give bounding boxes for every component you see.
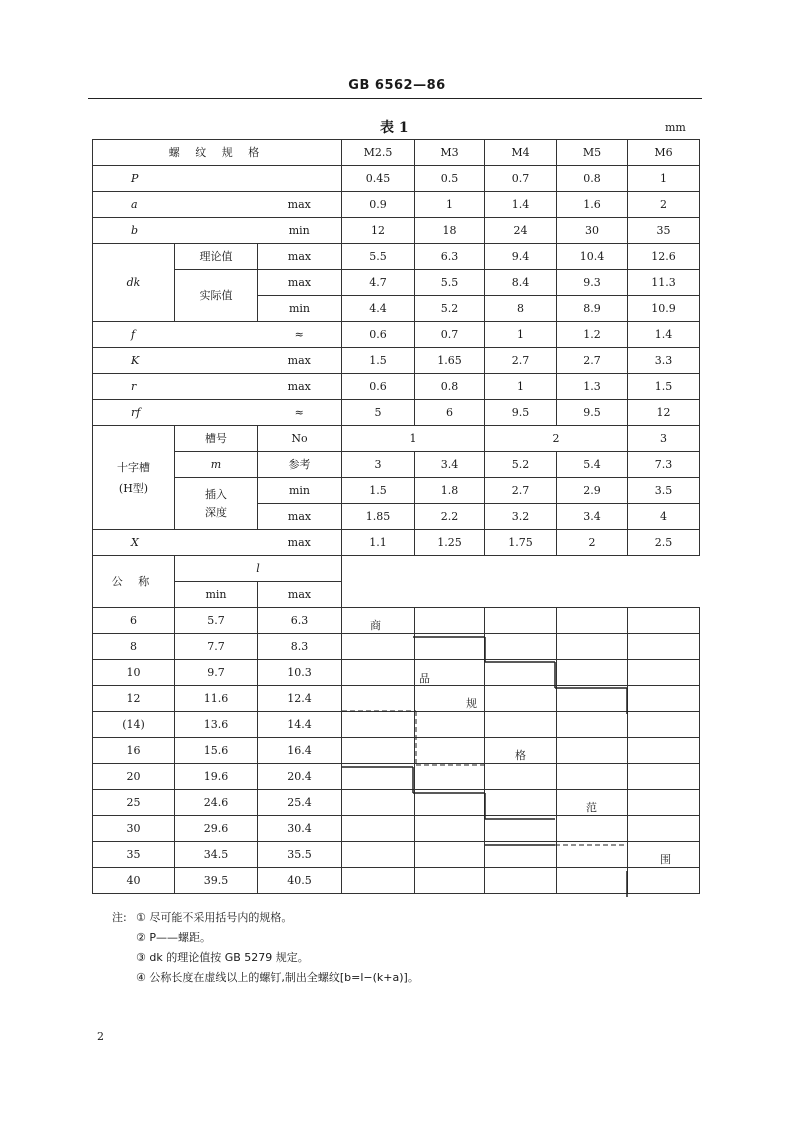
note-item bbox=[112, 928, 419, 948]
standard-code-header: GB 6562—86 bbox=[348, 78, 446, 93]
length-min: 24.6 bbox=[175, 790, 258, 816]
nominal-length: 16 bbox=[93, 738, 175, 764]
range-cell bbox=[485, 686, 557, 712]
range-cell bbox=[557, 686, 628, 712]
row-label: b bbox=[93, 218, 258, 244]
range-cell bbox=[628, 868, 700, 894]
range-cell bbox=[557, 842, 628, 868]
row-label: dk bbox=[93, 244, 175, 322]
cell: 0.8 bbox=[557, 166, 628, 192]
row-label: a bbox=[93, 192, 258, 218]
l-max-header: max bbox=[258, 582, 342, 608]
table-row-slot-no bbox=[93, 426, 700, 452]
cell: 5.5 bbox=[415, 270, 485, 296]
cell: 1 bbox=[628, 166, 700, 192]
cell: 3 bbox=[628, 426, 700, 452]
note-text: ② P——螺距。 bbox=[136, 931, 211, 944]
cross-recess-label-line2: (H型) bbox=[118, 481, 149, 495]
note-text: ④ 公称长度在虚线以上的螺钉,制出全螺纹[b=l−(k+a)]。 bbox=[136, 971, 419, 984]
cell: 3.5 bbox=[628, 478, 700, 504]
cell: 10.9 bbox=[628, 296, 700, 322]
cell: 3.4 bbox=[415, 452, 485, 478]
cell: 1.75 bbox=[485, 530, 557, 556]
thread-spec-header: 螺 纹 规 格 bbox=[93, 140, 342, 166]
cell: 1 bbox=[342, 426, 485, 452]
range-cell bbox=[415, 634, 485, 660]
range-label: 商 bbox=[370, 619, 381, 632]
nominal-length: 10 bbox=[93, 660, 175, 686]
cell: 1.5 bbox=[628, 374, 700, 400]
length-row bbox=[93, 686, 700, 712]
cell: 2.7 bbox=[485, 348, 557, 374]
cell: 0.8 bbox=[415, 374, 485, 400]
range-cell bbox=[557, 764, 628, 790]
cell: 1.3 bbox=[557, 374, 628, 400]
cell: 4.7 bbox=[342, 270, 415, 296]
header-rule bbox=[88, 98, 702, 99]
cell: 1.25 bbox=[415, 530, 485, 556]
row-label: f bbox=[93, 322, 258, 348]
nominal-length: 25 bbox=[93, 790, 175, 816]
length-max: 10.3 bbox=[258, 660, 342, 686]
table-row-a bbox=[93, 192, 700, 218]
cell: 1.1 bbox=[342, 530, 415, 556]
cell: 5.4 bbox=[557, 452, 628, 478]
row-label: rf bbox=[93, 400, 258, 426]
depth-label-line2: 深度 bbox=[205, 506, 227, 519]
depth-label bbox=[175, 478, 258, 530]
range-cell bbox=[557, 660, 628, 686]
range-cell bbox=[557, 868, 628, 894]
range-cell bbox=[485, 634, 557, 660]
length-row bbox=[93, 868, 700, 894]
length-row bbox=[93, 712, 700, 738]
row-label: P bbox=[93, 166, 342, 192]
nominal-length: 30 bbox=[93, 816, 175, 842]
length-max: 35.5 bbox=[258, 842, 342, 868]
cell: 8.9 bbox=[557, 296, 628, 322]
cell: 3 bbox=[342, 452, 415, 478]
table-row-K bbox=[93, 348, 700, 374]
range-cell bbox=[415, 790, 485, 816]
cell: 0.5 bbox=[415, 166, 485, 192]
length-row bbox=[93, 764, 700, 790]
table-row-b bbox=[93, 218, 700, 244]
cell: 2.9 bbox=[557, 478, 628, 504]
cross-recess-label bbox=[93, 426, 175, 530]
cell: 3.3 bbox=[628, 348, 700, 374]
cell: 4 bbox=[628, 504, 700, 530]
length-row bbox=[93, 634, 700, 660]
cell: 5.2 bbox=[415, 296, 485, 322]
range-cell bbox=[415, 738, 485, 764]
size-header: M5 bbox=[557, 140, 628, 166]
range-cell bbox=[415, 868, 485, 894]
length-max: 8.3 bbox=[258, 634, 342, 660]
length-row bbox=[93, 608, 700, 634]
cell: 24 bbox=[485, 218, 557, 244]
cell: 1 bbox=[485, 374, 557, 400]
range-cell bbox=[485, 764, 557, 790]
range-cell bbox=[628, 608, 700, 634]
cell: 1 bbox=[415, 192, 485, 218]
table-row-f bbox=[93, 322, 700, 348]
cell: 1.65 bbox=[415, 348, 485, 374]
length-max: 6.3 bbox=[258, 608, 342, 634]
length-min: 29.6 bbox=[175, 816, 258, 842]
nominal-length: (14) bbox=[93, 712, 175, 738]
cell: 1.2 bbox=[557, 322, 628, 348]
row-limit: min bbox=[258, 478, 342, 504]
range-cell bbox=[557, 634, 628, 660]
length-max: 16.4 bbox=[258, 738, 342, 764]
table-row-rf bbox=[93, 400, 700, 426]
nominal-length: 40 bbox=[93, 868, 175, 894]
slot-unit: No bbox=[258, 426, 342, 452]
length-min: 15.6 bbox=[175, 738, 258, 764]
depth-label-line1: 插入 bbox=[205, 488, 227, 501]
note-text: ① 尽可能不采用括号内的规格。 bbox=[136, 911, 293, 924]
row-label: X bbox=[93, 530, 258, 556]
cell: 12 bbox=[628, 400, 700, 426]
cell: 30 bbox=[557, 218, 628, 244]
nominal-length: 12 bbox=[93, 686, 175, 712]
cell: 3.2 bbox=[485, 504, 557, 530]
cell: 2.2 bbox=[415, 504, 485, 530]
length-max: 14.4 bbox=[258, 712, 342, 738]
row-limit: min bbox=[258, 218, 342, 244]
range-cell bbox=[485, 712, 557, 738]
length-row bbox=[93, 790, 700, 816]
range-cell bbox=[628, 660, 700, 686]
range-label: 品 bbox=[419, 672, 430, 685]
cell: 1.5 bbox=[342, 478, 415, 504]
cell: 11.3 bbox=[628, 270, 700, 296]
cell: 4.4 bbox=[342, 296, 415, 322]
cell: 2 bbox=[628, 192, 700, 218]
range-cell bbox=[415, 764, 485, 790]
note-text: ③ dk 的理论值按 GB 5279 规定。 bbox=[136, 951, 309, 964]
range-label: 格 bbox=[515, 749, 526, 762]
dimension-table bbox=[92, 139, 700, 894]
cell: 2.5 bbox=[628, 530, 700, 556]
cell: 2.7 bbox=[485, 478, 557, 504]
note-item bbox=[112, 908, 419, 928]
range-cell bbox=[342, 816, 415, 842]
cell: 6.3 bbox=[415, 244, 485, 270]
range-cell bbox=[557, 816, 628, 842]
length-min: 13.6 bbox=[175, 712, 258, 738]
nominal-length: 35 bbox=[93, 842, 175, 868]
range-cell bbox=[342, 660, 415, 686]
dk-theory-label: 理论值 bbox=[175, 244, 258, 270]
range-cell bbox=[342, 712, 415, 738]
cell: 9.3 bbox=[557, 270, 628, 296]
cell: 12.6 bbox=[628, 244, 700, 270]
cell: 0.7 bbox=[415, 322, 485, 348]
range-label: 范 bbox=[586, 801, 597, 814]
cell: 0.6 bbox=[342, 322, 415, 348]
length-min: 5.7 bbox=[175, 608, 258, 634]
cell: 9.5 bbox=[557, 400, 628, 426]
length-min: 39.5 bbox=[175, 868, 258, 894]
length-min: 7.7 bbox=[175, 634, 258, 660]
table-row-depth-min bbox=[93, 478, 700, 504]
length-max: 25.4 bbox=[258, 790, 342, 816]
row-label: K bbox=[93, 348, 258, 374]
row-limit: max bbox=[258, 374, 342, 400]
table-row-P bbox=[93, 166, 700, 192]
range-cell bbox=[485, 868, 557, 894]
cell: 1.4 bbox=[628, 322, 700, 348]
table-row-X bbox=[93, 530, 700, 556]
table-row-m bbox=[93, 452, 700, 478]
row-limit: max bbox=[258, 244, 342, 270]
range-cell bbox=[415, 712, 485, 738]
cell: 0.7 bbox=[485, 166, 557, 192]
cell: 18 bbox=[415, 218, 485, 244]
range-cell bbox=[415, 608, 485, 634]
range-cell bbox=[628, 816, 700, 842]
row-limit: max bbox=[258, 348, 342, 374]
range-cell bbox=[342, 686, 415, 712]
cell: 1.85 bbox=[342, 504, 415, 530]
nominal-length: 20 bbox=[93, 764, 175, 790]
cell: 1.8 bbox=[415, 478, 485, 504]
range-cell bbox=[557, 738, 628, 764]
range-label: 规 bbox=[466, 697, 477, 710]
length-max: 12.4 bbox=[258, 686, 342, 712]
table-row-r bbox=[93, 374, 700, 400]
length-min: 34.5 bbox=[175, 842, 258, 868]
range-cell bbox=[415, 842, 485, 868]
range-cell bbox=[628, 764, 700, 790]
range-cell bbox=[485, 816, 557, 842]
length-row bbox=[93, 816, 700, 842]
cell: 3.4 bbox=[557, 504, 628, 530]
l-header: l bbox=[175, 556, 342, 582]
row-limit: ≈ bbox=[258, 322, 342, 348]
row-limit: ≈ bbox=[258, 400, 342, 426]
range-cell bbox=[557, 608, 628, 634]
row-label: r bbox=[93, 374, 258, 400]
notes-prefix: 注: bbox=[112, 911, 127, 924]
length-row bbox=[93, 738, 700, 764]
length-header-blank bbox=[342, 556, 700, 608]
cell: 5.2 bbox=[485, 452, 557, 478]
nominal-length: 8 bbox=[93, 634, 175, 660]
row-limit: max bbox=[258, 530, 342, 556]
cell: 0.45 bbox=[342, 166, 415, 192]
length-row bbox=[93, 660, 700, 686]
note-item bbox=[112, 968, 419, 988]
l-min-header: min bbox=[175, 582, 258, 608]
row-limit: max bbox=[258, 504, 342, 530]
cell: 35 bbox=[628, 218, 700, 244]
range-cell bbox=[485, 842, 557, 868]
range-cell bbox=[342, 868, 415, 894]
cell: 1.4 bbox=[485, 192, 557, 218]
nominal-length: 6 bbox=[93, 608, 175, 634]
cell: 10.4 bbox=[557, 244, 628, 270]
notes bbox=[112, 908, 419, 988]
cell: 9.4 bbox=[485, 244, 557, 270]
dk-actual-label: 实际值 bbox=[175, 270, 258, 322]
table-row-dk-theory bbox=[93, 244, 700, 270]
length-max: 30.4 bbox=[258, 816, 342, 842]
range-cell bbox=[342, 634, 415, 660]
cell: 8.4 bbox=[485, 270, 557, 296]
row-limit: max bbox=[258, 270, 342, 296]
table-row-header bbox=[93, 140, 700, 166]
size-header: M2.5 bbox=[342, 140, 415, 166]
range-cell bbox=[485, 660, 557, 686]
length-max: 20.4 bbox=[258, 764, 342, 790]
cell: 1 bbox=[485, 322, 557, 348]
cell: 1.5 bbox=[342, 348, 415, 374]
length-max: 40.5 bbox=[258, 868, 342, 894]
cross-recess-label-line1: 十字槽 bbox=[117, 460, 150, 474]
range-cell bbox=[342, 790, 415, 816]
length-row bbox=[93, 842, 700, 868]
size-header: M6 bbox=[628, 140, 700, 166]
range-cell bbox=[628, 790, 700, 816]
range-cell bbox=[342, 764, 415, 790]
length-min: 19.6 bbox=[175, 764, 258, 790]
range-cell bbox=[628, 738, 700, 764]
size-header: M3 bbox=[415, 140, 485, 166]
table-row-dk-actual-max bbox=[93, 270, 700, 296]
range-label: 围 bbox=[660, 853, 671, 866]
cell: 5 bbox=[342, 400, 415, 426]
note-item bbox=[112, 948, 419, 968]
cell: 9.5 bbox=[485, 400, 557, 426]
table-unit: mm bbox=[665, 121, 686, 134]
cell: 2.7 bbox=[557, 348, 628, 374]
range-cell bbox=[628, 686, 700, 712]
length-min: 11.6 bbox=[175, 686, 258, 712]
range-cell bbox=[342, 842, 415, 868]
range-cell bbox=[557, 712, 628, 738]
cell: 0.9 bbox=[342, 192, 415, 218]
range-cell bbox=[628, 634, 700, 660]
m-ref: 参考 bbox=[258, 452, 342, 478]
nominal-header: 公 称 bbox=[93, 556, 175, 608]
cell: 6 bbox=[415, 400, 485, 426]
m-label: m bbox=[175, 452, 258, 478]
range-cell bbox=[485, 608, 557, 634]
cell: 7.3 bbox=[628, 452, 700, 478]
cell: 2 bbox=[485, 426, 628, 452]
slot-label: 槽号 bbox=[175, 426, 258, 452]
cell: 1.6 bbox=[557, 192, 628, 218]
length-min: 9.7 bbox=[175, 660, 258, 686]
range-cell bbox=[342, 738, 415, 764]
range-cell bbox=[415, 816, 485, 842]
cell: 0.6 bbox=[342, 374, 415, 400]
cell: 8 bbox=[485, 296, 557, 322]
table-title: 表 1 bbox=[380, 120, 409, 136]
page-number: 2 bbox=[97, 1030, 104, 1043]
range-cell bbox=[485, 790, 557, 816]
range-cell bbox=[628, 712, 700, 738]
row-limit: min bbox=[258, 296, 342, 322]
cell: 5.5 bbox=[342, 244, 415, 270]
cell: 2 bbox=[557, 530, 628, 556]
row-limit: max bbox=[258, 192, 342, 218]
length-rows bbox=[93, 608, 700, 894]
cell: 12 bbox=[342, 218, 415, 244]
table-row-length-header bbox=[93, 556, 700, 582]
size-header: M4 bbox=[485, 140, 557, 166]
